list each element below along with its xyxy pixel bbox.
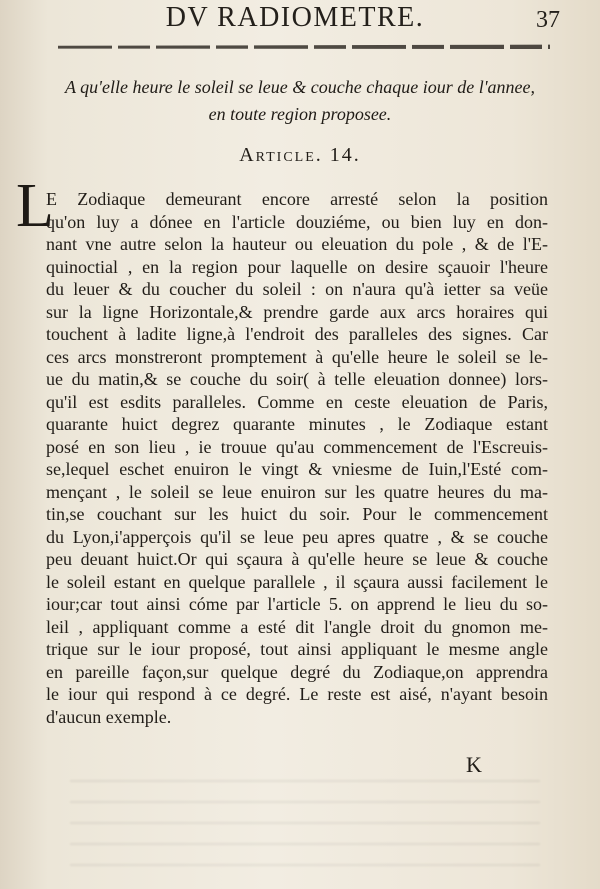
text-line: leil , appliquant comme a esté dit l'angle droit du gnomon me- (46, 616, 548, 637)
header-rule (58, 43, 550, 51)
show-through-text (70, 780, 540, 870)
text-line: qu'on luy a dónee en l'article douziéme, ou bien luy en don- (46, 211, 548, 232)
running-head: DV RADIOMETRE. (165, 2, 425, 33)
text-line: nant vne autre selon la hauteur ou eleuation du pole , & de l'E- (46, 234, 548, 254)
text-line: sur la ligne Horizontale,& prendre garde aux arcs horaires qui (46, 301, 548, 322)
text-line: se,lequel eschet enuiron le vingt & vniesme de Iuin,l'Esté com- (46, 459, 548, 479)
text-line: le soleil estant en quelque parallele , il sçaura aussi facilement le (46, 571, 548, 592)
text-line: le iour qui respond à ce degré. Le reste est aisé, n'ayant besoin (46, 684, 548, 704)
text-line: trique sur le iour proposé, tout ainsi appliquant le mesme angle (46, 639, 548, 659)
text-line: en pareille façon,sur quelque degré du Zodiaque,on apprendra (46, 661, 548, 682)
drop-cap: L (16, 172, 54, 240)
text-line: qu'il est esdits paralleles. Comme en ceste eleuation de Paris, (46, 391, 548, 412)
text-line: peu deuant huict.Or qui sçaura à qu'elle heure se leue & couche (46, 549, 548, 569)
text-line: E Zodiaque demeurant encore arresté selon la position (46, 189, 548, 209)
text-line: ces arcs monstreront promptement à qu'elle heure le soleil se le- (46, 346, 548, 367)
body-text (46, 188, 548, 728)
text-line: posé en son lieu , ie trouue qu'au commencement de l'Escreuis- (46, 436, 548, 457)
text-line: mençant , le soleil se leue enuiron sur les quatre heures du ma- (46, 481, 548, 502)
text-line: quarante huict degrez quarante minutes , le Zodiaque estant (46, 414, 548, 434)
signature-mark: K (466, 752, 482, 777)
text-line: touchent à ladite ligne,à l'endroit des paralleles des signes. Car (46, 324, 548, 344)
chapter-heading-line: en toute region proposee. (208, 104, 392, 124)
text-line: tin,se couchant sur les huict du soir. Pour le commencement (46, 504, 548, 524)
chapter-heading-line: A qu'elle heure le soleil se leue & couche chaque iour de l'annee, (64, 77, 536, 97)
text-line: iour;car tout ainsi cóme par l'article 5. on apprend le lieu du so- (46, 594, 548, 614)
text-line: du Lyon,i'apperçois qu'il se leue peu apres quatre , & se couche (46, 526, 548, 547)
page-number: 37 (536, 7, 560, 33)
text-line: ue du matin,& se couche du soir( à telle eleuation donnee) lors- (46, 369, 548, 389)
article-title: Article. 14. (239, 144, 361, 166)
text-line: d'aucun exemple. (46, 706, 172, 727)
chapter-heading (50, 74, 550, 128)
text-line: quinoctial , en la region pour laquelle on desire sçauoir l'heure (46, 256, 548, 277)
text-line: du leuer & du coucher du soleil : on n'aura qu'à ietter sa veüe (46, 279, 548, 299)
